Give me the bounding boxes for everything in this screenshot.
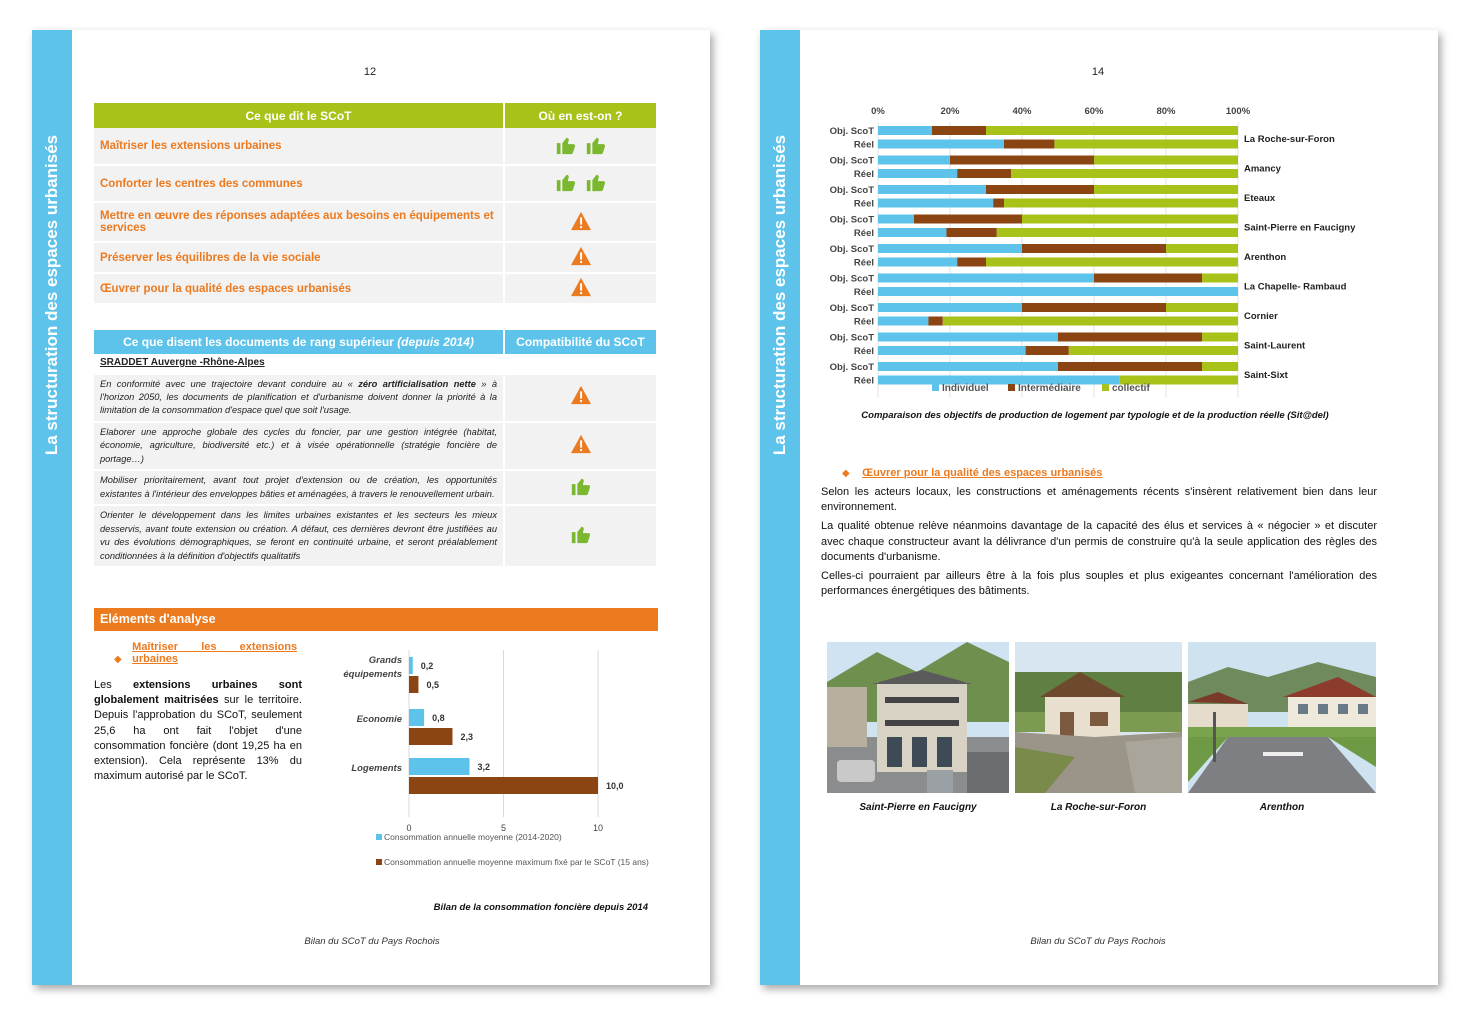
bar-segment [878, 317, 928, 326]
legend-label: collectif [1112, 383, 1150, 394]
bar-segment [878, 346, 1026, 355]
bar-segment [993, 199, 1004, 208]
policy-text: Orienter le développement dans les limites urbaines existantes et les secteurs les mieux desservis, avant toute extension ou création. A défaut, ces dernières devront être justifiées au vu des évolutions démographiques, se feront en continuité urbaine, et seront préalablement conditionnées à la définition d'objectifs qualitatifs [94, 505, 504, 567]
photo-saint-pierre [827, 642, 1009, 793]
row-label: Obj. ScoT [829, 214, 874, 226]
tick-label: 5 [500, 823, 507, 833]
bar-segment [1058, 362, 1202, 371]
subsection-link[interactable]: Œuvrer pour la qualité des espaces urbanisés [862, 467, 1103, 479]
bar-segment [878, 185, 986, 194]
objective-label: Mettre en œuvre des réponses adaptées aux besoins en équipements et services [94, 202, 504, 242]
thumbs-up-icon [570, 489, 592, 499]
thumbs-up-icon [555, 147, 577, 159]
objective-label: Conforter les centres des communes [94, 165, 504, 202]
bar-segment [878, 287, 1238, 296]
category-label: équipements [343, 669, 402, 680]
bar-segment [946, 228, 996, 237]
paragraph: Selon les acteurs locaux, les constructions et aménagements récents s'insèrent relativement bien dans leur environnement. [821, 486, 1377, 514]
tick-label: 40% [1012, 106, 1032, 117]
row-label: Réel [853, 375, 874, 387]
sidebar-title: La structuration des espaces urbanisés [42, 134, 61, 456]
bar [409, 728, 452, 745]
bar-segment [878, 215, 914, 224]
legend-label: Consommation annuelle moyenne maximum fixé par le SCoT (15 ans) [384, 857, 649, 867]
bar-segment [1011, 169, 1238, 178]
row-label: Réel [853, 287, 874, 298]
legend-label: Individuel [942, 383, 989, 394]
tick-label: 100% [1225, 106, 1251, 117]
legend-swatch [1102, 384, 1109, 391]
warning-icon [570, 222, 592, 234]
row-label: Réel [853, 316, 874, 328]
commune-label: Eteaux [1244, 193, 1276, 204]
page-number: 14 [1091, 66, 1105, 78]
bar [409, 758, 469, 775]
land-consumption-chart [322, 642, 662, 877]
page-number: 12 [363, 66, 377, 78]
paragraph: La qualité obtenue relève néanmoins davantage de la capacité des élus et services à « négocier » et discuter avec chaque constructeur avant la délivrance d'un permis de construire qu'à la seule application des règles des documents d'urbanisme. [821, 520, 1377, 563]
row-label: Obj. ScoT [829, 332, 874, 344]
bar-segment [957, 258, 986, 267]
photo-caption: Saint-Pierre en Faucigny [859, 802, 977, 813]
bar-segment [878, 244, 1022, 253]
row-label: Obj. ScoT [829, 303, 874, 314]
bar [409, 777, 598, 794]
bar-segment [1202, 274, 1238, 283]
bar [409, 676, 418, 693]
status-cell [504, 202, 657, 242]
photo-la-roche [1015, 642, 1182, 793]
table-header: Compatibilité du SCoT [504, 330, 657, 354]
paragraph: Celles-ci pourraient par ailleurs être à la fois plus souples et plus exigeantes concernant l'amélioration des performances énergétiques des bâtiments. [821, 569, 1377, 598]
bar-segment [1202, 362, 1238, 371]
bar-segment [986, 185, 1094, 194]
chart-caption: Bilan de la consommation foncière depuis 2014 [433, 902, 648, 913]
subsection-heading [842, 463, 1102, 481]
chart-caption: Comparaison des objectifs de production de logement par typologie et de la production réelle (Sit@del) [861, 410, 1329, 421]
commune-label: Arenthon [1244, 252, 1287, 263]
legend-swatch [1008, 384, 1015, 391]
status-cell [504, 128, 657, 165]
bar-segment [1022, 244, 1166, 253]
data-label: 10,0 [606, 781, 624, 791]
page-12 [32, 30, 710, 985]
thumbs-up-icon [585, 184, 607, 196]
table-row [94, 242, 657, 273]
legend-swatch [932, 384, 939, 391]
legend-label: Consommation annuelle moyenne (2014-2020) [384, 832, 562, 842]
row-label: Obj. ScoT [829, 273, 874, 285]
warning-icon [570, 446, 592, 456]
bar-segment [878, 140, 1004, 149]
bar-segment [950, 156, 1094, 165]
bar-segment [1094, 274, 1202, 283]
bar-segment [878, 274, 1094, 283]
status-cell [504, 242, 657, 273]
diamond-bullet-icon: ◆ [114, 654, 122, 665]
housing-typology-chart [820, 100, 1430, 398]
policy-text: Elaborer une approche globale des cycles du foncier, par une gestion intégrée (habitat, économie, agriculture, biodiversité etc.) et à visée opérationnelle (stratégie foncière de portage…) [94, 422, 504, 470]
warning-icon [570, 257, 592, 269]
org-name: SRADDET Auvergne -Rhône-Alpes [94, 354, 657, 374]
bar-segment [1054, 140, 1238, 149]
table-row [94, 470, 657, 505]
table-row [94, 202, 657, 242]
bar-segment [1004, 140, 1054, 149]
table-row [94, 374, 657, 422]
section-title: Eléments d'analyse [94, 608, 658, 631]
objective-label: Œuvrer pour la qualité des espaces urbanisés [94, 273, 504, 304]
commune-label: Saint-Pierre en Faucigny [1244, 222, 1356, 234]
bar-segment [997, 228, 1238, 237]
row-label: Réel [853, 257, 874, 269]
bar-segment [1058, 333, 1202, 342]
status-cell [504, 165, 657, 202]
tick-label: 0 [406, 823, 412, 833]
data-label: 0,2 [420, 661, 434, 671]
row-label: Réel [853, 228, 874, 239]
category-label: Economie [356, 714, 402, 725]
row-label: Obj. ScoT [829, 244, 874, 255]
bar-segment [1069, 346, 1238, 355]
tick-label: 60% [1084, 106, 1104, 117]
table-row [94, 422, 657, 470]
table-header: Ce que dit le SCoT [94, 103, 504, 128]
row-label: Obj. ScoT [829, 126, 874, 137]
table-header: Ce que disent les documents de rang supérieur (depuis 2014) [94, 330, 504, 354]
category-label: Logements [351, 763, 402, 774]
data-label: 0,8 [432, 713, 445, 723]
legend-swatch [376, 834, 382, 840]
bar-segment [1022, 303, 1166, 312]
sidebar [760, 30, 800, 985]
bar-segment [1094, 156, 1238, 165]
thumbs-up-icon [570, 537, 592, 547]
bar-segment [1004, 199, 1238, 208]
row-label: Obj. ScoT [829, 185, 874, 196]
bar-segment [878, 169, 957, 178]
page-footer: Bilan du SCoT du Pays Rochois [304, 936, 440, 947]
tick-label: 20% [940, 106, 960, 117]
warning-icon [570, 288, 592, 300]
objective-label: Maîtriser les extensions urbaines [94, 128, 504, 165]
thumbs-up-icon [585, 147, 607, 159]
table-row [94, 165, 657, 202]
legend-swatch [376, 859, 382, 865]
tick-label: 10 [592, 823, 604, 833]
bar-segment [986, 126, 1238, 135]
bar-segment [878, 333, 1058, 342]
compatibility-cell [504, 422, 657, 470]
scot-status-table [94, 103, 658, 305]
data-label: 3,2 [477, 762, 490, 772]
category-label: Grands [368, 655, 402, 666]
legend-label: Intermédiaire [1018, 383, 1081, 394]
row-label: Réel [853, 198, 874, 210]
data-label: 2,3 [460, 732, 473, 742]
tick-label: 80% [1156, 106, 1176, 117]
commune-label: Amancy [1244, 163, 1281, 175]
bar-segment [1166, 303, 1238, 312]
status-cell [504, 273, 657, 304]
bar-segment [1094, 185, 1238, 194]
bar-segment [957, 169, 1011, 178]
compatibility-cell [504, 505, 657, 567]
commune-label: Cornier [1244, 311, 1278, 322]
bar-segment [1202, 333, 1238, 342]
row-label: Réel [853, 169, 874, 180]
bar-segment [914, 215, 1022, 224]
table-row [94, 273, 657, 304]
bar-segment [878, 228, 946, 237]
compatibility-cell [504, 374, 657, 422]
tick-label: 0% [871, 106, 885, 117]
bar-segment [878, 362, 1058, 371]
compatibility-cell [504, 470, 657, 505]
commune-label: Saint-Laurent [1244, 340, 1306, 352]
bar-segment [986, 258, 1238, 267]
subsection-paragraph: Les extensions urbaines sont globalement maitrisées sur le territoire. Depuis l'approbation du SCoT, seulement 25,6 ha ont fait l'objet d'une consommation foncière (dont 19,25 ha en extension). Cela représente 13% du maximum autorisé par le SCoT. [94, 679, 302, 783]
subsection-link[interactable]: Maîtriser les extensions urbaines [132, 641, 298, 665]
commune-label: Saint-Sixt [1244, 370, 1288, 381]
table-row [94, 128, 657, 165]
subsection-body [821, 485, 1377, 599]
bar-segment [943, 317, 1238, 326]
bar-segment [878, 303, 1022, 312]
bar-segment [1166, 244, 1238, 253]
bar [409, 657, 413, 674]
photo-caption: La Roche-sur-Foron [1050, 802, 1147, 813]
bar-segment [1026, 346, 1069, 355]
photo-arenthon [1188, 642, 1376, 793]
bar-segment [878, 258, 957, 267]
row-label: Obj. ScoT [829, 362, 874, 373]
page-footer: Bilan du SCoT du Pays Rochois [1030, 936, 1166, 947]
subsection-heading [114, 641, 302, 667]
bar-segment [878, 126, 932, 135]
photo-caption: Arenthon [1259, 802, 1305, 813]
objective-label: Préserver les équilibres de la vie sociale [94, 242, 504, 273]
policy-text: Mobiliser prioritairement, avant tout projet d'extension ou de création, les opportunités existantes à l'intérieur des enveloppes bâties et aménagées, à travers le renouvellement urbain. [94, 470, 504, 505]
data-label: 0,5 [426, 680, 439, 690]
sidebar [32, 30, 72, 985]
policy-text: En conformité avec une trajectoire devant conduire au « zéro artificialisation nette » à l'horizon 2050, les documents de planification et d'urbanisme doivent donner la priorité à la limitation de la consommation d'espace quel que soit l'usage. [94, 374, 504, 422]
table-row [94, 505, 657, 567]
row-label: Obj. ScoT [829, 155, 874, 167]
bar-segment [1022, 215, 1238, 224]
bar-segment [878, 376, 1119, 385]
sidebar-title: La structuration des espaces urbanisés [770, 134, 789, 456]
thumbs-up-icon [555, 184, 577, 196]
bar [409, 709, 424, 726]
row-label: Réel [853, 346, 874, 357]
bar-segment [932, 126, 986, 135]
bar-segment [878, 156, 950, 165]
commune-label: La Roche-sur-Foron [1244, 134, 1335, 145]
diamond-bullet-icon: ◆ [842, 468, 850, 479]
row-label: Réel [853, 139, 874, 151]
commune-label: La Chapelle- Rambaud [1244, 281, 1347, 293]
page-14 [760, 30, 1438, 985]
warning-icon [570, 397, 592, 407]
table-header: Où en est-on ? [504, 103, 657, 128]
bar-segment [928, 317, 942, 326]
bar-segment [878, 199, 993, 208]
documents-table [94, 330, 658, 568]
